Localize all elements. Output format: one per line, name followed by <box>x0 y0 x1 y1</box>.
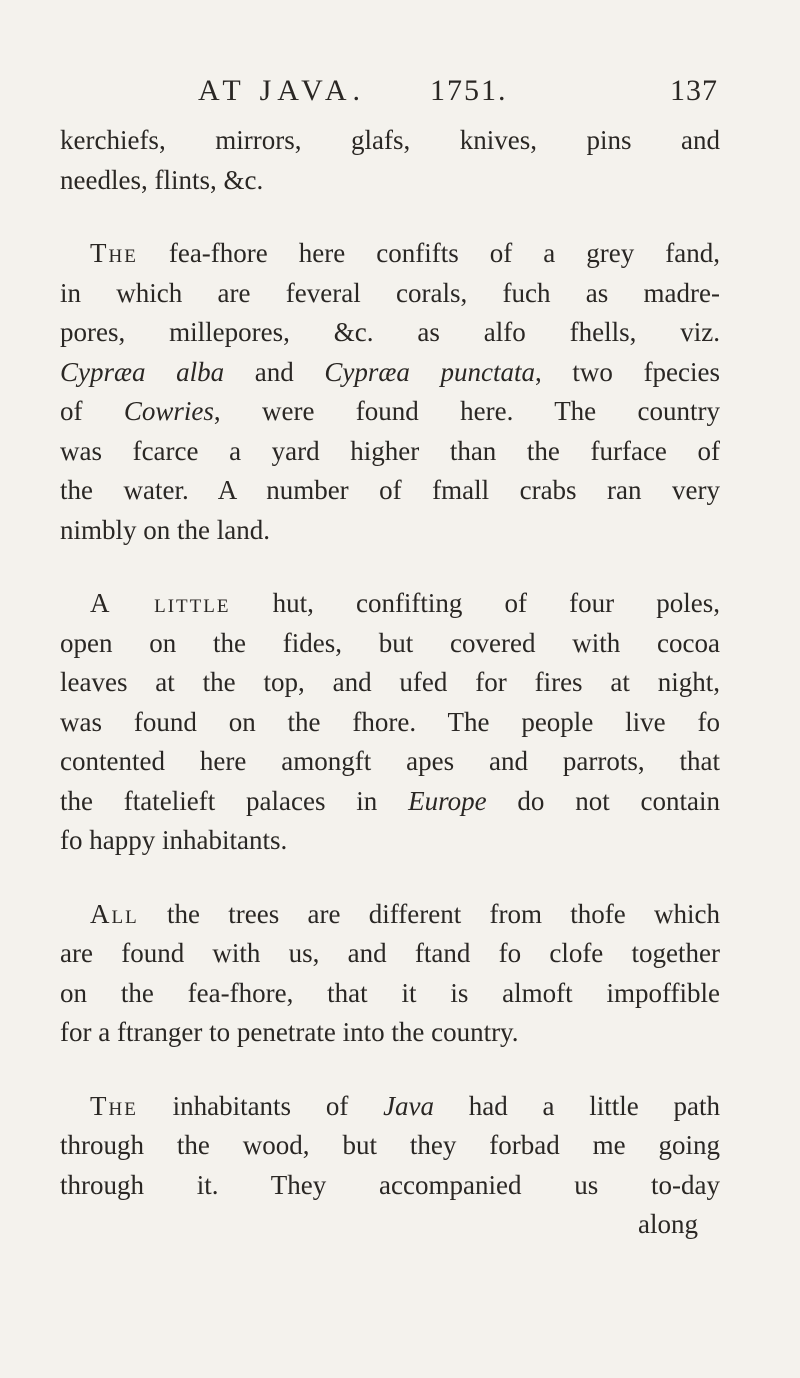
text-line: the ftatelieft palaces in Europe do not contain <box>60 785 720 816</box>
text-line: open on the fides, but covered with cocoa <box>60 627 720 658</box>
paragraph <box>60 234 720 550</box>
text-line: of Cowries, were found here. The country <box>60 396 720 426</box>
page-number: 137 <box>670 74 718 107</box>
header-year: 1751. <box>430 74 508 107</box>
text-line: through it. They accompanied us to-day <box>60 1169 720 1200</box>
paragraph <box>60 121 720 200</box>
paragraph <box>60 584 720 861</box>
text-line: All the trees are different from thofe which <box>90 898 720 929</box>
place-name: Europe <box>408 785 487 816</box>
body-text <box>60 121 720 1245</box>
text-line: the water. A number of fmall crabs ran very <box>60 475 720 505</box>
text-line: are found with us, and ftand fo clofe together <box>60 938 720 968</box>
species-name: Cypræa punctata <box>324 356 536 387</box>
text-line: was fcarce a yard higher than the furface of <box>60 435 720 466</box>
species-name: Cypræa alba <box>60 356 225 387</box>
text-line: nimbly on the land. <box>60 514 270 545</box>
text-line: for a ftranger to penetrate into the country. <box>60 1017 519 1047</box>
text-line: The fea-fhore here confifts of a grey fand, <box>90 238 720 268</box>
header-title: AT JAVA. <box>198 74 367 107</box>
text-line: The inhabitants of Java had a little path <box>90 1090 720 1121</box>
paragraph-lead: The <box>90 1090 138 1121</box>
catchword: along <box>638 1209 698 1239</box>
paragraph <box>60 1087 720 1245</box>
text-line: in which are feveral corals, fuch as madre- <box>60 277 720 308</box>
paragraph-lead: All <box>90 898 139 929</box>
text-line: needles, flints, &c. <box>60 164 264 195</box>
place-name: Java <box>383 1090 435 1121</box>
text-line: pores, millepores, &c. as alfo fhells, viz. <box>60 317 720 347</box>
italic-term: Cowries <box>123 396 214 426</box>
text-line: was found on the fhore. The people live fo <box>60 706 720 737</box>
paragraph <box>60 895 720 1053</box>
text-line: through the wood, but they forbad me going <box>60 1130 720 1160</box>
paragraph-lead: The <box>90 238 138 268</box>
text-line: kerchiefs, mirrors, glafs, knives, pins and <box>60 125 720 155</box>
text-line: A little hut, confifting of four poles, <box>90 588 720 618</box>
text-line: fo happy inhabitants. <box>60 825 288 855</box>
text-line: Cypræa alba and Cypræa punctata, two fpecies <box>60 356 721 387</box>
paragraph-lead: A little <box>90 588 231 618</box>
text-line: leaves at the top, and ufed for fires at night, <box>60 667 720 697</box>
text-line: contented here amongft apes and parrots, that <box>60 746 720 776</box>
running-header <box>198 74 718 114</box>
text-line: on the fea-fhore, that it is almoft impoffible <box>60 977 720 1008</box>
